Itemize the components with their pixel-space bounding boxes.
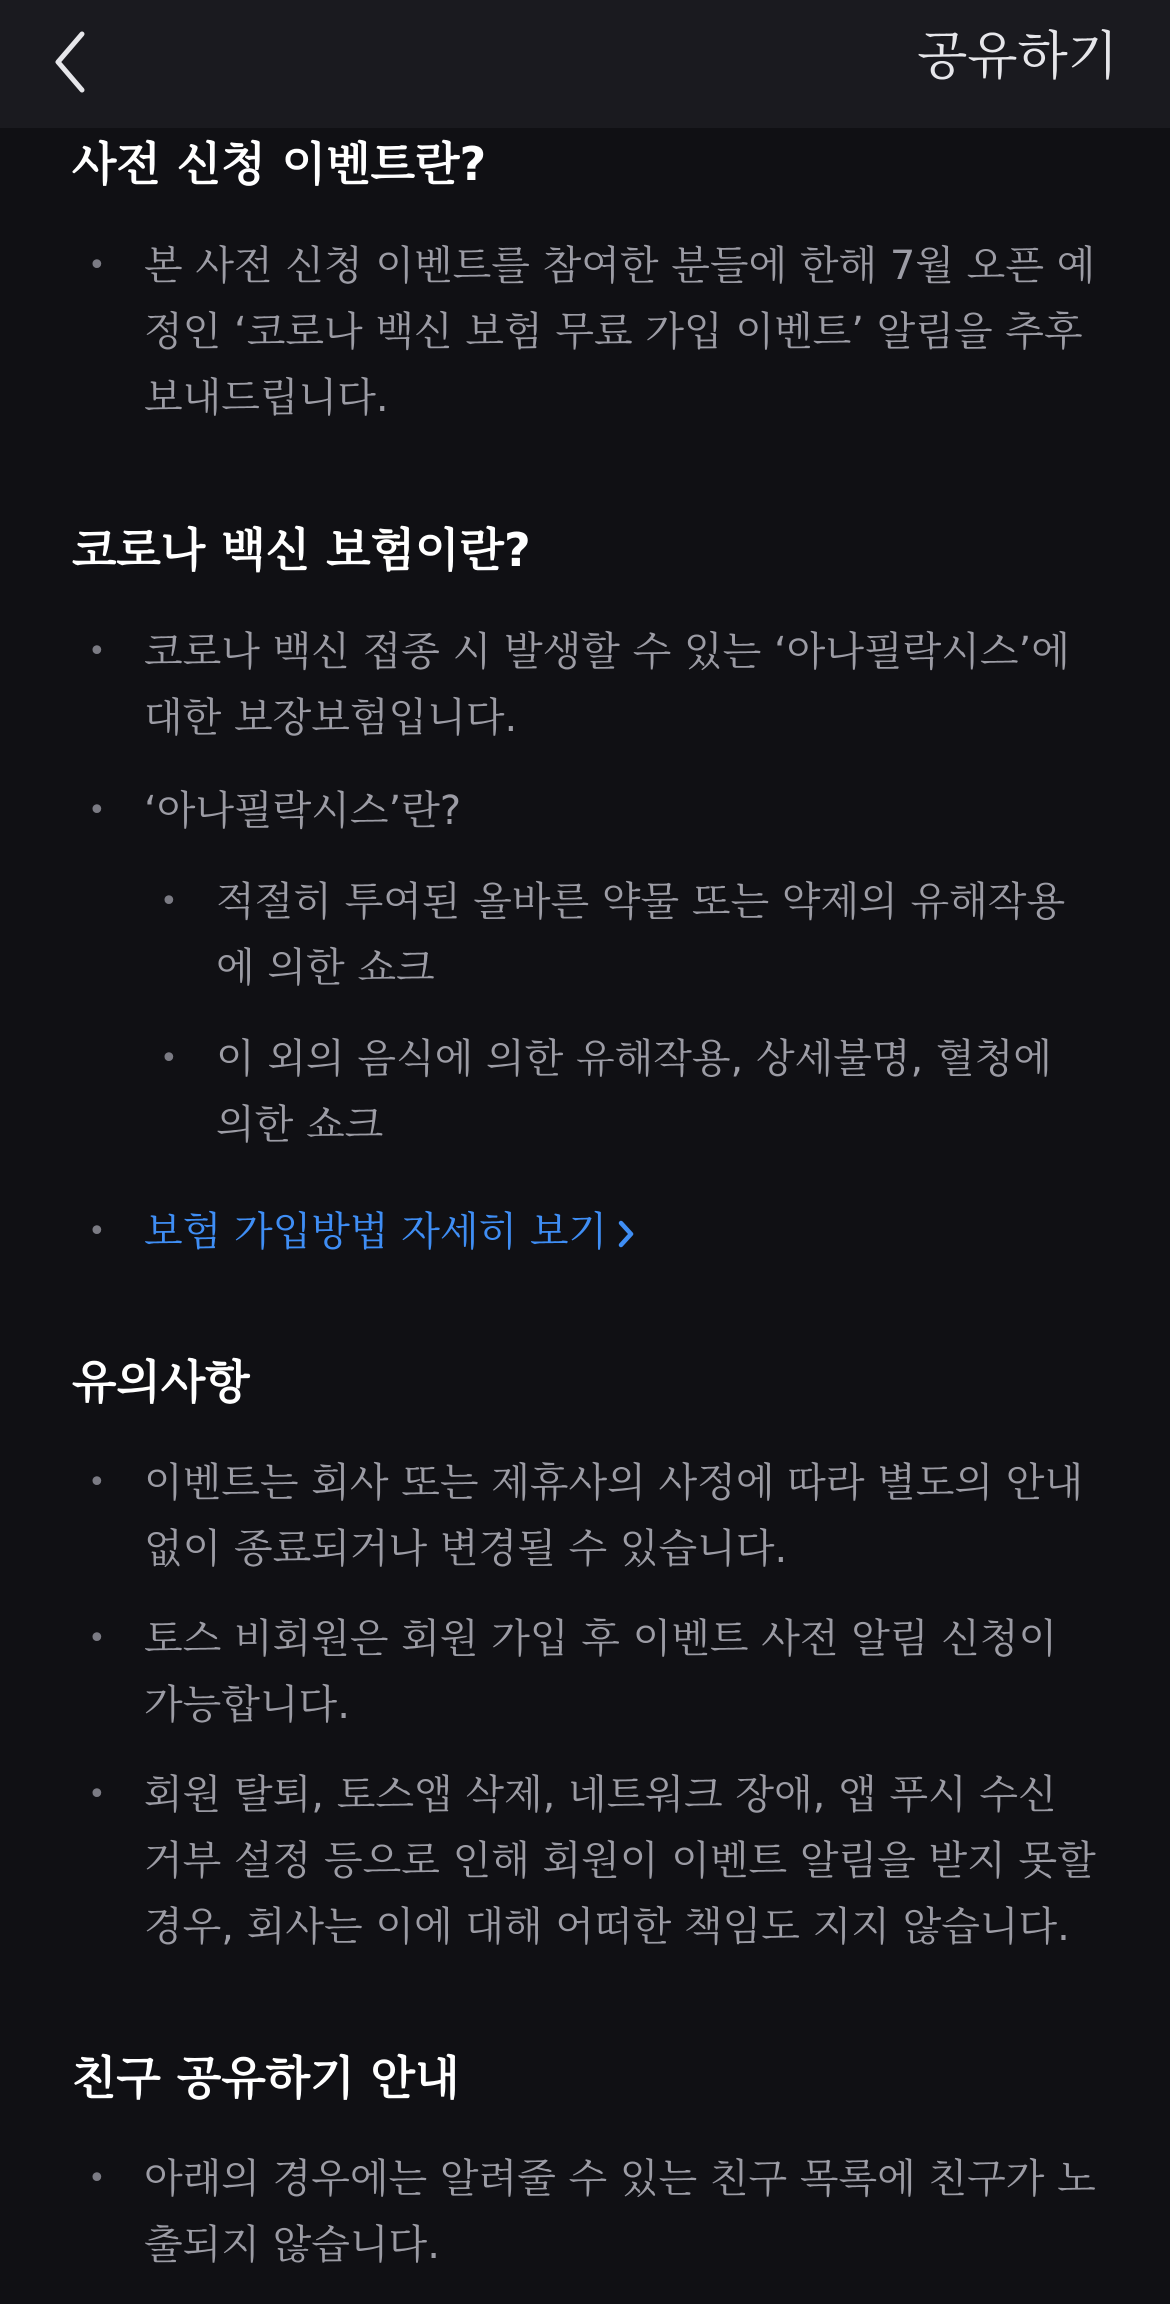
bullet-icon: • (160, 1041, 178, 1076)
bullet-icon: • (160, 884, 178, 919)
section-title-friend-share: 친구 공유하기 안내 (72, 2051, 460, 2105)
chevron-left-icon (44, 22, 104, 102)
bullet-icon: • (88, 634, 106, 669)
bullet-icon: • (88, 1465, 106, 1500)
back-button[interactable] (44, 22, 104, 102)
bullet-icon: • (88, 1621, 106, 1656)
list-item: 코로나 백신 접종 시 발생할 수 있는 ‘아나필락시스’에 대한 보장보험입니다. (144, 629, 1070, 741)
bullet-icon: • (88, 2161, 106, 2196)
bullet-icon: • (88, 248, 106, 283)
insurance-signup-link-label: 보험 가입방법 자세히 보기 (144, 1209, 608, 1255)
list-item: 본 사전 신청 이벤트를 참여한 분들에 한해 7월 오픈 예정인 ‘코로나 백신 보험 무료 가입 이벤트’ 알림을 추후 보내드립니다. (144, 243, 1096, 421)
bullet-icon: • (88, 1214, 106, 1249)
section-title-vaccine-insurance: 코로나 백신 보험이란? (72, 523, 531, 577)
list-item: 토스 비회원은 회원 가입 후 이벤트 사전 알림 신청이 가능합니다. (144, 1616, 1058, 1728)
list-item: 아래의 경우에는 알려줄 수 있는 친구 목록에 친구가 노출되지 않습니다. (144, 2156, 1096, 2268)
insurance-signup-link[interactable] (144, 1199, 637, 1265)
top-bar (0, 0, 1170, 128)
list-item: 회원 탈퇴, 토스앱 삭제, 네트워크 장애, 앱 푸시 수신 거부 설정 등으로 인해 회원이 이벤트 알림을 받지 못할 경우, 회사는 이에 대해 어떠한 책임도 지지 않습니다. (144, 1772, 1096, 1950)
sub-list-item: 적절히 투여된 올바른 약물 또는 약제의 유해작용에 의한 쇼크 (216, 879, 1066, 991)
chevron-right-icon (615, 1217, 637, 1251)
section-title-preregistration: 사전 신청 이벤트란? (72, 137, 487, 191)
list-item: ‘아나필락시스’란? (144, 788, 462, 834)
section-title-notice: 유의사항 (72, 1355, 250, 1409)
list-item: 이벤트는 회사 또는 제휴사의 사정에 따라 별도의 안내 없이 종료되거나 변경될 수 있습니다. (144, 1460, 1084, 1572)
bullet-icon: • (88, 1777, 106, 1812)
share-button[interactable]: 공유하기 (917, 27, 1118, 87)
sub-list-item: 이 외의 음식에 의한 유해작용, 상세불명, 혈청에 의한 쇼크 (216, 1036, 1052, 1148)
bullet-icon: • (88, 793, 106, 828)
